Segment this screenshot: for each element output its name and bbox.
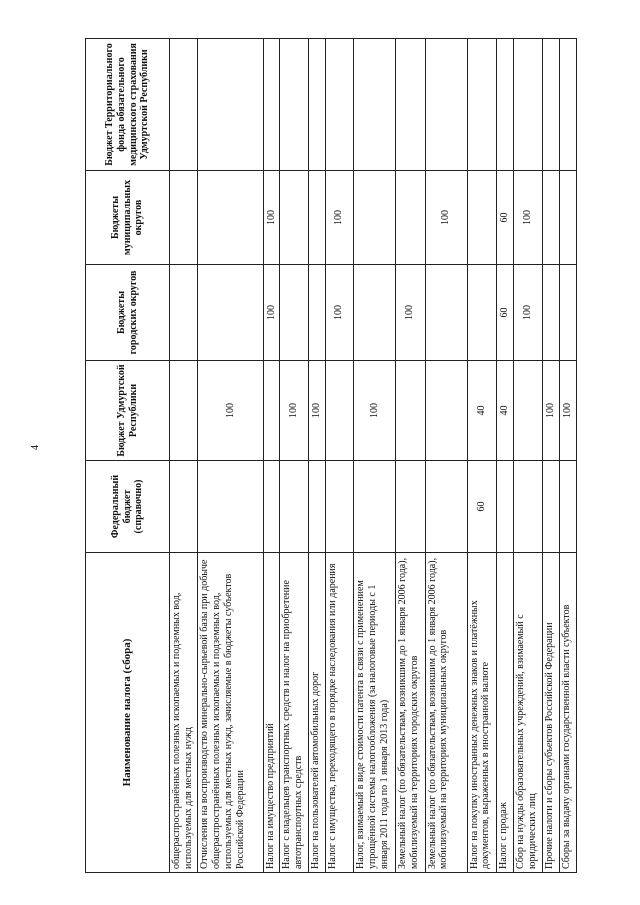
value-cell: 100	[354, 361, 396, 461]
page-number: 4	[30, 445, 41, 450]
value-cell	[425, 265, 467, 361]
value-cell	[170, 39, 198, 171]
value-cell	[396, 461, 425, 553]
tax-distribution-table	[85, 38, 577, 873]
value-cell	[513, 461, 542, 553]
value-cell	[325, 461, 353, 553]
value-cell	[354, 265, 396, 361]
table-row	[543, 39, 560, 873]
value-cell	[513, 361, 542, 461]
column-header-name: Наименование налога (сбора)	[86, 553, 170, 873]
value-cell	[170, 265, 198, 361]
value-cell	[325, 361, 353, 461]
value-cell	[425, 461, 467, 553]
tax-name-cell: Сборы за выдачу органами государственной власти субъектов	[560, 553, 577, 873]
value-cell	[560, 265, 577, 361]
tax-name-cell: Земельный налог (по обязательствам, возникшим до 1 января 2006 года), мобилизуемый на территориях городских округов	[396, 553, 425, 873]
table-row	[198, 39, 263, 873]
value-cell	[543, 171, 560, 265]
value-cell	[543, 39, 560, 171]
value-cell	[560, 39, 577, 171]
table-row	[513, 39, 542, 873]
tax-name-cell: Налог на покупку иностранных денежных знаков и платёжных документов, выраженных в иностранной валюте	[467, 553, 496, 873]
value-cell	[354, 171, 396, 265]
value-cell: 60	[467, 461, 496, 553]
table-header-row	[86, 39, 170, 873]
value-cell	[280, 265, 308, 361]
value-cell	[308, 461, 325, 553]
value-cell	[325, 39, 353, 171]
value-cell: 60	[497, 265, 514, 361]
value-cell	[560, 461, 577, 553]
value-cell	[513, 39, 542, 171]
value-cell	[263, 361, 280, 461]
value-cell: 100	[280, 361, 308, 461]
tax-name-cell: Налог, взимаемый в виде стоимости патента в связи с применением упрощённой системы налогообложения (за налоговые периоды с 1 января 2011 года по 1 января 2013 года)	[354, 553, 396, 873]
value-cell: 40	[497, 361, 514, 461]
value-cell	[467, 171, 496, 265]
value-cell	[198, 171, 263, 265]
tax-name-cell: Налог с имущества, переходящего в порядке наследования или дарения	[325, 553, 353, 873]
tax-name-cell: Налог на имущество предприятий	[263, 553, 280, 873]
value-cell: 100	[396, 265, 425, 361]
value-cell	[198, 461, 263, 553]
value-cell	[263, 39, 280, 171]
value-cell: 100	[263, 171, 280, 265]
rotated-table-container	[85, 39, 577, 873]
tax-name-cell: Сбор на нужды образовательных учреждений, взимаемый с юридических лиц	[513, 553, 542, 873]
value-cell	[467, 39, 496, 171]
column-header-municipal: Бюджеты муниципальных округов	[86, 171, 170, 265]
value-cell: 40	[467, 361, 496, 461]
column-header-federal: Федеральный бюджет (справочно)	[86, 461, 170, 553]
value-cell	[497, 461, 514, 553]
table-row	[497, 39, 514, 873]
value-cell	[396, 171, 425, 265]
value-cell	[396, 39, 425, 171]
value-cell	[543, 265, 560, 361]
value-cell	[308, 265, 325, 361]
value-cell	[354, 39, 396, 171]
value-cell	[170, 361, 198, 461]
value-cell: 100	[513, 265, 542, 361]
value-cell	[560, 171, 577, 265]
value-cell	[280, 171, 308, 265]
value-cell: 100	[325, 171, 353, 265]
value-cell	[170, 171, 198, 265]
column-header-republic: Бюджет Удмуртской Республики	[86, 361, 170, 461]
value-cell	[497, 39, 514, 171]
table-row	[325, 39, 353, 873]
table-row	[354, 39, 396, 873]
tax-name-cell: Налог на пользователей автомобильных дорог	[308, 553, 325, 873]
value-cell	[280, 461, 308, 553]
table-row	[396, 39, 425, 873]
value-cell: 100	[425, 171, 467, 265]
value-cell	[425, 361, 467, 461]
table-row	[170, 39, 198, 873]
value-cell: 100	[308, 361, 325, 461]
value-cell	[198, 265, 263, 361]
value-cell	[308, 39, 325, 171]
value-cell	[354, 461, 396, 553]
tax-name-cell: Земельный налог (по обязательствам, возникшим до 1 января 2006 года), мобилизуемый на территориях муниципальных округов	[425, 553, 467, 873]
value-cell: 100	[513, 171, 542, 265]
column-header-medical-fund: Бюджет Территориального фонда обязательного медицинского страхования Удмуртской Республики	[86, 39, 170, 171]
tax-name-cell: общераспространённых полезных ископаемых и подземных вод, используемых для местных нужд	[170, 553, 198, 873]
table-row	[263, 39, 280, 873]
value-cell	[425, 39, 467, 171]
value-cell: 100	[543, 361, 560, 461]
value-cell: 100	[325, 265, 353, 361]
table-row	[560, 39, 577, 873]
value-cell	[263, 461, 280, 553]
table-row	[467, 39, 496, 873]
value-cell	[280, 39, 308, 171]
value-cell	[396, 361, 425, 461]
value-cell	[170, 461, 198, 553]
value-cell: 100	[198, 361, 263, 461]
value-cell	[467, 265, 496, 361]
value-cell	[198, 39, 263, 171]
value-cell: 60	[497, 171, 514, 265]
column-header-city: Бюджеты городских округов	[86, 265, 170, 361]
tax-name-cell: Отчисления на воспроизводство минерально-сырьевой базы при добыче общераспространённых полезных ископаемых и подземных вод, используемых для местных нужд, зачисляемые в бюджеты субъектов Российской Федерации	[198, 553, 263, 873]
value-cell	[308, 171, 325, 265]
tax-name-cell: Налог с владельцев транспортных средств и налог на приобретение автотранспортных средств	[280, 553, 308, 873]
table-row	[425, 39, 467, 873]
tax-name-cell: Налог с продаж	[497, 553, 514, 873]
table-row	[280, 39, 308, 873]
value-cell	[543, 461, 560, 553]
table-row	[308, 39, 325, 873]
value-cell: 100	[263, 265, 280, 361]
tax-name-cell: Прочие налоги и сборы субъектов Российской Федерации	[543, 553, 560, 873]
value-cell: 100	[560, 361, 577, 461]
